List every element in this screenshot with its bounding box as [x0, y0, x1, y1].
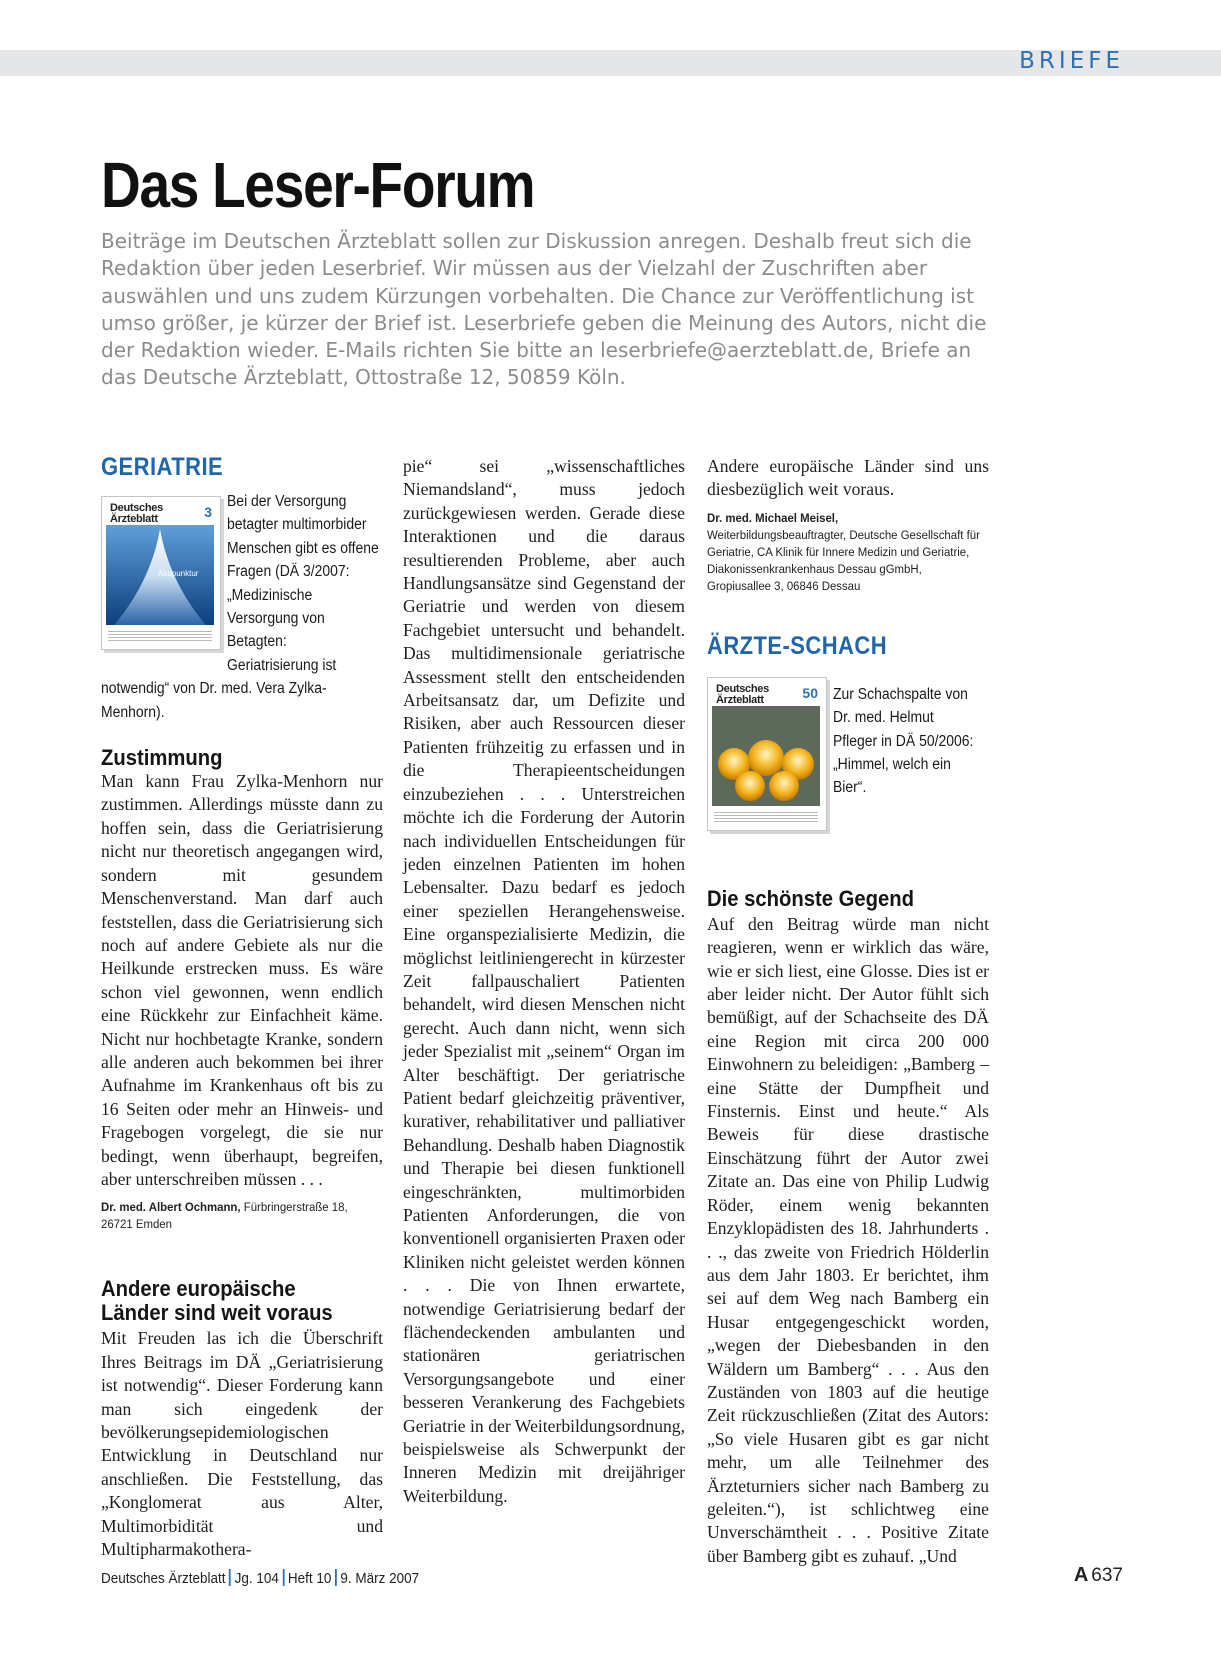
rubric-aerzte-schach: ÄRZTE-SCHACH: [707, 631, 888, 660]
cover-footer-lines: [714, 812, 818, 822]
letter-signature-meisel: Dr. med. Michael Meisel, Weiterbildungsbeauftragter, Deutsche Gesellschaft für Geriatrie, CA Klinik für Innere Medizin und Geriatrie, Diakonissenkrankenhaus Dessau gGmbH, Gropiusallee 3, 06846 Dessau: [707, 510, 980, 593]
rubric-geriatrie: GERIATRIE: [101, 453, 224, 481]
letter-signature-ochmann: Dr. med. Albert Ochmann, Fürbringerstraße 18, 26721 Emden: [101, 1200, 348, 1232]
teaser-schach: Zur Schachspalte von Dr. med. Helmut Pfleger in DÄ 50/2006: „Himmel, welch ein Bier“.: [833, 685, 974, 797]
headline-schoenste-gegend: Die schönste Gegend: [707, 885, 914, 911]
cover-issue-number: 50: [802, 684, 818, 701]
headline-andere-laender: Andere europäische Länder sind weit voraus: [101, 1276, 333, 1326]
intro-text: Beiträge im Deutschen Ärzteblatt sollen zur Diskussion anregen. Deshalb freut sich die Redaktion über jeden Leserbrief. Wir müssen aus der Vielzahl der Zuschriften aber auswählen und uns zudem Kürzungen vorbehalten. Die Chance zur Veröffentlichung ist umso größer, je kürzer der Brief ist. Leserbriefe geben die Meinung des Autors, nicht die der Redaktion wieder. E-Mails richten Sie bitte an leserbriefe@aerzteblatt.de, Briefe an das Deutsche Ärzteblatt, Ottostraße 12, 50859 Köln.: [101, 229, 987, 390]
teaser-geriatrie: Bei der Versorgung betagter multimorbider Menschen gibt es offene Fragen (DÄ 3/2007: „Medizinische Versorgung von Betagten: Geriatrisierung ist notwendig“ von Dr. med. Vera Zylka-Menhorn).: [101, 493, 379, 721]
letter-body-andere-laender-part1: Mit Freuden las ich die Überschrift Ihres Beitrags im DÄ „Geriatrisierung ist notwendig“. Dieser Forderung kann man sich eingedenk der bevölkerungsepidemiologischen Entwicklung in Deutschland nur anschließen. Die Feststellung, das „Konglomerat aus Alter, Multimorbidität und Multipharmakothera-: [101, 1328, 383, 1560]
letter-body-andere-laender-part2: pie“ sei „wissenschaftliches Niemandsland“, muss jedoch zurückgewiesen werden. Gerade diese Interaktionen und die daraus resultierenden Probleme, aber auch Handlungsansätze sind Gegenstand der Geriatrie und werden von diesem Fachgebiet untersucht und behandelt. Das multidimensionale geriatrische Assessment stellt den entscheidenden Arbeitsansatz dar, um Defizite und Risiken, aber auch Ressourcen dieser Patienten frühzeitig zu erfassen und in die Therapieentscheidungen einzubeziehen . . . Unterstreichen möchte ich die Forderung der Autorin nach individuellen Entscheidungen für jeden einzelnen Patienten im hohen Lebensalter. Dazu bedarf es jedoch einer speziellen Herangehensweise. Eine organspezialisierte Medizin, die möglichst leitliniengerecht in kürzester Zeit fallpauschaliert Patienten behandelt, wird diesen Menschen nicht gerecht. Auch dann nicht, wenn sich jeder Spezialist mit „seinem“ Organ im Alter beschäftigt. Der geriatrische Patient bedarf gleichzeitig präventiver, kurativer, rehabilitativer und palliativer Behandlung. Deshalb haben Diagnostik und Therapie bei diesen funktionell eingeschränkten, multimorbiden Patienten Anforderungen, die von konventionell organisierten Praxen oder Kliniken nicht geleistet werden können . . . Die von Ihnen erwartete, notwendige Geriatrisierung bedarf der flächendeckenden ambulanten und stationären geriatrischen Versorgungsangebote und einer besseren Verankerung des Fachgebiets Geriatrie in der Weiterbildungsordnung, beispielsweise als Schwerpunkt der Inneren Medizin mit dreijähriger Weiterbildung.: [403, 456, 685, 1506]
letter-body-zustimmung: Man kann Frau Zylka-Menhorn nur zustimmen. Allerdings müsste dann zu hoffen sein, dass die Geriatrisierung nicht nur theoretisch angegangen wird, sondern mit gesundem Menschenverstand. Man darf auch feststellen, dass die Geriatrisierung sich noch auf andere Gebiete als nur die Heilkunde erstrecken muss. Es wäre schon viel gewonnen, wenn endlich eine Rückkehr zur Einfachheit käme. Nicht nur hochbetagte Kranke, sondern alle anderen auch bekommen bei ihrer Aufnahme im Krankenhaus oft bis zu 16 Seiten oder mehr an Hinweis- und Fragebogen vorgelegt, die sie nur bedingt, wenn überhaupt, begreifen, aber unterschreiben müssen . . .: [101, 771, 383, 1189]
headline-zustimmung: Zustimmung: [101, 745, 223, 771]
footer-separator: [282, 1569, 284, 1586]
page-title: Das Leser-Forum: [101, 149, 535, 221]
cover-masthead: Deutsches Ärzteblatt: [716, 682, 769, 706]
cover-issue-number: 3: [204, 504, 212, 520]
section-label: BRIEFE: [1019, 48, 1124, 74]
cover-masthead: Deutsches Ärzteblatt: [110, 502, 163, 525]
column-2: [403, 455, 685, 1508]
footer-separator: [229, 1569, 231, 1586]
column-3: [707, 455, 989, 1568]
cover-headline: Akupunktur: [158, 569, 199, 578]
letter-body-schoenste-gegend: Auf den Beitrag würde man nicht reagieren, wenn er wirklich das wäre, wie er sich liest, eine Glosse. Dies ist er aber leider nicht. Der Autor fühlt sich bemüßigt, auf der Schachseite des DÄ eine Region mit circa 200 000 Einwohnern zu beleidigen: „Bamberg – eine Stätte der Dumpfheit und Finsternis. Einst und heute.“ Als Beweis für diese drastische Einschätzung führt der Autor zwei Zitate an. Das eine von Philip Ludwig Röder, einem wenig bekannten Enzyklopädisten des 18. Jahrhunderts . . ., das zweite von Friedrich Hölderlin aus dem Jahr 1803. Er berichtet, ihm sei auf dem Weg nach Bamberg ein Husar entgegengeschickt worden, „wegen der Diebesbanden in den Wäldern um Bamberg“ . . . Aus den Zuständen von 1803 auf die heutige Zeit rückzuschließen (Zitat des Autors: „So viele Husaren gibt es gar nicht mehr, um alle Teilnehmer des Ärzteturniers sicher nach Bamberg zu geleiten.“), ist schlichtweg eine Unverschämtheit . . . Positive Zitate über Bamberg gibt es zuhauf. „Und: [707, 913, 989, 1566]
letter-body-andere-laender-part3: Andere europäische Länder sind uns diesbezüglich weit voraus.: [707, 456, 989, 500]
footer-separator: [335, 1569, 337, 1586]
column-1: [101, 452, 383, 1561]
page-number: A 637: [1073, 1564, 1123, 1586]
footer-citation: Deutsches Ärzteblatt Jg. 104 Heft 10 9. März 2007: [101, 1570, 420, 1587]
